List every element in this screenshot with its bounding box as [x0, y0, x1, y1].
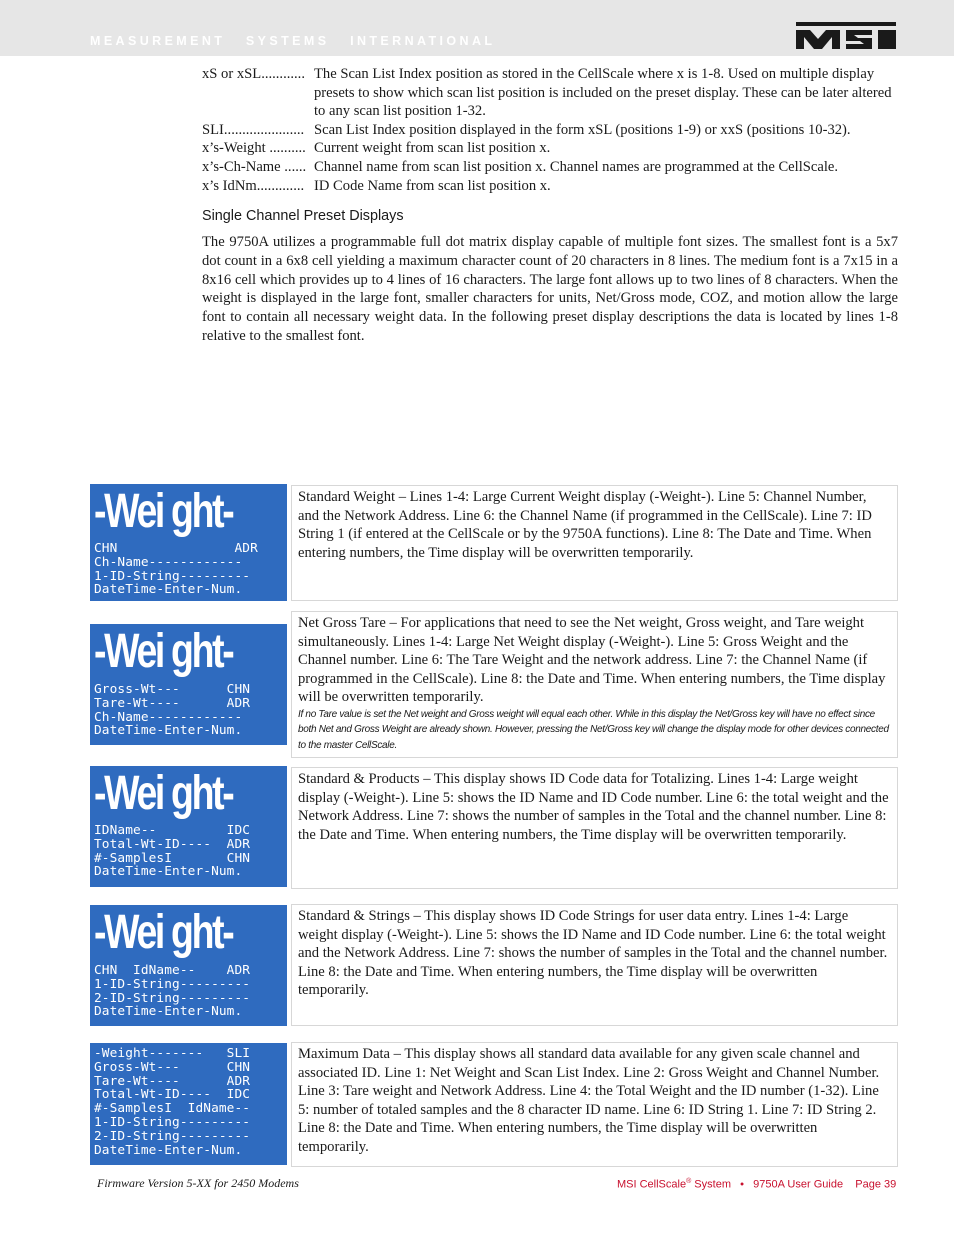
- definition-term: x’s IdNm.............: [202, 177, 305, 194]
- lcd-display-standard-products: [90, 766, 287, 887]
- msi-logo: [796, 22, 896, 49]
- description-text: Standard & Products – This display shows ID Code data for Totalizing. Lines 1-4: Large weight display (-Weight-). Line 5: shows the ID Name and ID Code number. Line 6: the total weight and the Network Address. Line 7: shows the number of samples in the Total and the channel number. Line 8: the Date and Time. When entering numbers, the Time display will be overwritten temporarily.: [298, 771, 889, 843]
- registered-mark: ®: [686, 1178, 692, 1185]
- lcd-lines: IDName-- IDC Total-Wt-ID---- ADR #-SamplesI CHN DateTime-Enter-Num.: [94, 823, 251, 880]
- page-header: [0, 0, 954, 56]
- display-description: [291, 485, 898, 601]
- header-company-name: MEASUREMENT SYSTEMS INTERNATIONAL: [90, 34, 496, 48]
- section-intro: The 9750A utilizes a programmable full dot matrix display capable of multiple font sizes. The smallest font is a 5x7 dot count in a 6x8 cell yielding a maximum character count of 20 characters in 8 lines. The medium font is a 7x15 in a 8x16 cell which provides up to 4 lines of 16 characters. The large font allows up to two lines of 8 characters. When the weight is displayed in the large font, smaller characters for units, Net/Gross mode, COZ, and motion allow the large font to contain all necessary weight data. In the following preset display descriptions the data is located by lines 1-8 relative to the smallest font.: [202, 234, 898, 344]
- large-weight-text: -Wei ght-: [94, 906, 233, 959]
- display-description: [291, 767, 898, 889]
- display-description: [291, 904, 898, 1026]
- display-description: [291, 1042, 898, 1167]
- definition-row: [202, 177, 898, 196]
- definition-row: [202, 139, 898, 158]
- description-note: If no Tare value is set the Net weight and Gross weight will equal each other. While in this display the Net/Gross key will have no effect since both Net and Gross Weight are already shown. However, pressing the Net/Gross key will change the display mode for other devices connected to the master CellScale.: [298, 708, 889, 751]
- definition-text: The Scan List Index position as stored in the CellScale where x is 1-8. Used on multiple display presets to show which scan list position is included on the preset display. These can be later altered to any scan list position 1-32.: [314, 66, 892, 120]
- lcd-display-maximum-data: [90, 1043, 287, 1165]
- large-weight-text: -Wei ght-: [94, 767, 233, 820]
- large-weight-text: -Wei ght-: [94, 485, 233, 538]
- lcd-lines: CHN IdName-- ADR 1-ID-String--------- 2-ID-String--------- DateTime-Enter-Num.: [94, 963, 251, 1020]
- display-description: [291, 611, 898, 758]
- lcd-lines: CHN ADR Ch-Name------------ 1-ID-String--------- DateTime-Enter-Num.: [94, 541, 258, 598]
- section-heading: Single Channel Preset Displays: [202, 208, 404, 224]
- definition-term: SLI......................: [202, 121, 305, 138]
- definition-text: Channel name from scan list position x. Channel names are programmed at the CellScale.: [314, 158, 839, 175]
- definition-row: [202, 121, 898, 140]
- description-text: Standard Weight – Lines 1-4: Large Current Weight display (-Weight-). Line 5: Channel Number, and the Network Address. Line 6: the Channel Name (if programmed in the CellScale). Line 7: ID String 1 (if entered at the CellScale or by the 9750A functions). Line 8: The Date and Time. When entering numbers, the Time display will be overwritten temporarily.: [298, 489, 872, 561]
- lcd-display-standard-strings: [90, 905, 287, 1026]
- lcd-display-standard-weight: [90, 484, 287, 601]
- parameter-definitions: [202, 65, 898, 195]
- lcd-lines: Gross-Wt--- CHN Tare-Wt---- ADR Ch-Name------------ DateTime-Enter-Num.: [94, 682, 251, 739]
- definition-row: [202, 65, 898, 121]
- description-text: Standard & Strings – This display shows ID Code Strings for user data entry. Lines 1-4: Large weight display (-Weight-). Line 5: shows the ID Name and ID Code number. Line 6: the total weight and the Network Address. Line 7: shows the number of samples in the Total and the channel number. Line 8: the Date and Time. When entering numbers, the Time display will be overwritten temporarily.: [298, 908, 888, 999]
- definition-text: ID Code Name from scan list position x.: [314, 177, 551, 194]
- description-text: Net Gross Tare – For applications that need to see the Net weight, Gross weight, and Tare weight simultaneously. Lines 1-4: Large Net Weight display (-Weight-). Line 5: Gross Weight and the Channel number. Line 6: The Tare Weight and the network address. Line 7: the Channel Name (if programmed in the CellScale). Line 8: the Date and Time. When entering numbers, the Time display will be overwritten temporarily.: [298, 615, 886, 706]
- footer-page-info: [617, 1178, 896, 1191]
- large-weight-text: -Wei ght-: [94, 625, 233, 678]
- definition-term: x’s-Ch-Name ......: [202, 158, 307, 175]
- footer-brand: MSI CellScale: [617, 1178, 687, 1191]
- lcd-lines: -Weight------- SLI Gross-Wt--- CHN Tare-Wt---- ADR Total-Wt-ID---- IDC #-SamplesI IdName-- 1-ID-String--------- 2-ID-String--------- DateTime-Enter-Num.: [94, 1046, 251, 1158]
- definition-row: [202, 158, 898, 177]
- lcd-display-net-gross-tare: [90, 624, 287, 745]
- definition-term: xS or xSL............: [202, 66, 305, 82]
- definition-text: Current weight from scan list position x.: [314, 140, 551, 157]
- definition-text: Scan List Index position displayed in the form xSL (positions 1-9) or xxS (positions 10-32).: [314, 121, 851, 138]
- footer-guide-page: System • 9750A User Guide Page 39: [691, 1178, 897, 1191]
- description-text: Maximum Data – This display shows all standard data available for any given scale channel and associated ID. Line 1: Net Weight and Scan List Index. Line 2: Gross Weight and Channel Number. Line 3: Tare weight and Network Address. Line 4: the Total Weight and the ID number (1-32). Line 5: number of totaled samples and the 8 character ID name. Line 6: ID String 1. Line 7: ID String 2. Line 8: the Date and Time. When entering numbers, the Time display will be overwritten temporarily.: [298, 1046, 880, 1155]
- footer-firmware-version: Firmware Version 5-XX for 2450 Modems: [97, 1176, 299, 1190]
- definition-term: x’s-Weight ..........: [202, 140, 306, 157]
